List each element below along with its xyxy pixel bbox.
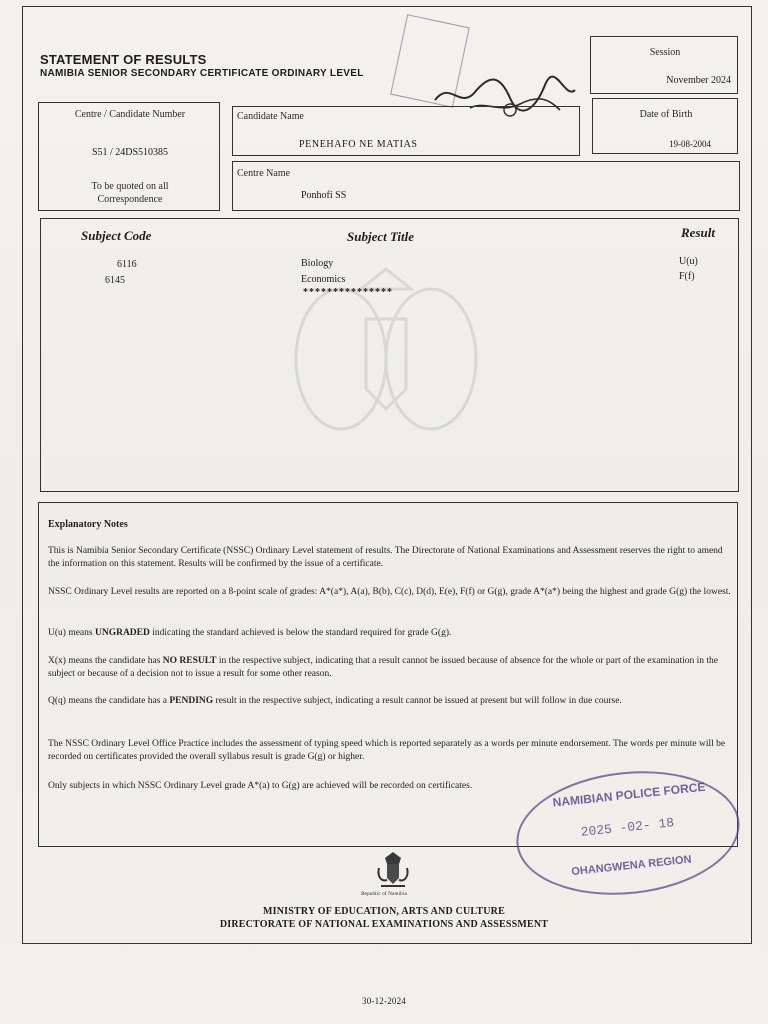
coat-of-arms-emblem [373,850,413,890]
end-of-results-marker: *************** [303,287,393,298]
subject-title-cell: Biology [301,258,334,269]
subject-code-cell: 6116 [117,259,137,270]
stamp-top-text: NAMIBIAN POLICE FORCE [552,779,706,810]
candidate-name-box [232,106,580,156]
note-paragraph [48,695,736,708]
directorate-name: DIRECTORATE OF NATIONAL EXAMINATIONS AND ASSESSMENT [219,919,549,930]
subject-code-header: Subject Code [81,228,152,243]
note-text: in the respective subject, indicating that a result cannot be issued because of absence for the whole or part of the examination in the subject or because of a decision not to issue a result for some other reason. [48,656,719,679]
notes-heading: Explanatory Notes [48,519,128,530]
note-text: X(x) means the candidate has [48,656,163,666]
centre-candidate-number: S51 / 24DS510385 [91,147,169,158]
note-text: U(u) means [48,628,95,638]
note-paragraph [48,655,736,681]
candidate-name-value: PENEHAFO NE MATIAS [299,139,418,150]
centre-candidate-box [38,102,220,211]
note-text: result in the respective subject, indicating a result cannot be issued at present but will follow in due course. [213,696,622,706]
results-box [40,218,739,492]
centre-name-label: Centre Name [237,168,291,179]
note-paragraph [48,627,736,640]
emblem-caption: Republic of Namibia [361,892,407,897]
note-text: Q(q) means the candidate has a [48,696,170,706]
document-title: STATEMENT OF RESULTS [40,52,207,67]
quote-note-line1: To be quoted on all [91,181,169,192]
centre-name-value: Ponhofi SS [301,190,347,201]
session-value: November 2024 [666,75,731,86]
dob-label: Date of Birth [639,109,693,120]
session-box [590,36,738,94]
subject-title-cell: Economics [301,274,346,285]
note-paragraph: NSSC Ordinary Level results are reported on a 8-point scale of grades: A*(a*), A(a), B(b), C(c), D(d), E(e), F(f) or G(g), grade A*(a*) being the highest and grade G(g) the lowest. [48,587,731,597]
note-text: indicating the standard achieved is below the standard required for grade G(g). [149,628,452,638]
dob-box [592,98,738,154]
note-term: UNGRADED [94,628,150,638]
subject-code-cell: 6145 [105,275,125,286]
result-header: Result [681,225,715,240]
stamp-date: 2025 -02- 18 [580,815,675,840]
stamp-bottom-text: OHANGWENA REGION [570,853,693,879]
ministry-name: MINISTRY OF EDUCATION, ARTS AND CULTURE [263,906,505,917]
candidate-name-label: Candidate Name [237,111,304,122]
centre-candidate-label: Centre / Candidate Number [74,109,186,120]
session-label: Session [649,47,681,58]
note-term: NO RESULT [162,656,217,666]
result-cell: F(f) [679,271,695,282]
dob-value: 19-08-2004 [669,139,711,149]
centre-name-box [232,161,740,211]
document-subtitle: NAMIBIA SENIOR SECONDARY CERTIFICATE ORDINARY LEVEL [40,68,364,79]
note-term: PENDING [169,696,214,706]
result-cell: U(u) [679,256,698,267]
note-paragraph: This is Namibia Senior Secondary Certificate (NSSC) Ordinary Level statement of results. The Directorate of National Examinations and Assessment reserves the right to amend the information on this statement. Results will be confirmed by the issue of a certificate. [48,546,723,569]
print-date: 30-12-2024 [362,996,406,1006]
subject-title-header: Subject Title [347,229,415,244]
note-paragraph: Only subjects in which NSSC Ordinary Level grade A*(a) to G(g) are achieved will be recorded on certificates. [48,781,473,791]
quote-note-line2: Correspondence [97,194,163,205]
note-paragraph: The NSSC Ordinary Level Office Practice includes the assessment of typing speed which is reported separately as a words per minute endorsement. The words per minute will be recorded on certificates provided the overall syllabus result is grade G(g) or higher. [48,739,726,762]
